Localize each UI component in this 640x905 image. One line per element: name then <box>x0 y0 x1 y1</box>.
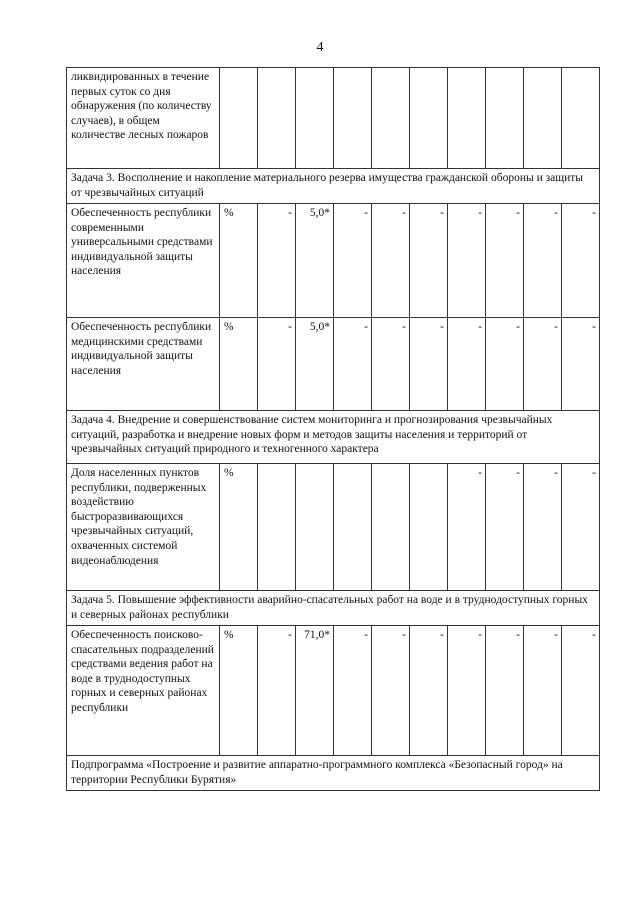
value-cell: - <box>372 204 410 318</box>
task-heading: Задача 3. Восполнение и накопление материального резерва имущества гражданской обороны и защиты от чрезвычайных ситуаций <box>67 169 600 204</box>
indicators-table <box>66 67 600 791</box>
task-heading: Задача 4. Внедрение и совершенствование систем мониторинга и прогнозирования чрезвычайных ситуаций, разработка и внедрение новых форм и методов защиты населения и территорий от чрезвычайных ситуаций природного и техногенного характера <box>67 411 600 464</box>
table-cell <box>296 68 334 169</box>
value-cell: - <box>524 204 562 318</box>
unit-cell: % <box>220 318 258 411</box>
value-cell: - <box>334 318 372 411</box>
value-cell: 5,0* <box>296 318 334 411</box>
table-cell <box>448 68 486 169</box>
value-cell <box>410 464 448 591</box>
page-number: 4 <box>316 40 324 55</box>
indicator-name: Обеспеченность поисково-спасательных подразделений средствами ведения работ на воде в труднодоступных горных и северных районах республики <box>67 626 220 756</box>
value-cell: - <box>258 204 296 318</box>
indicator-name: Доля населенных пунктов республики, подверженных воздействию быстроразвивающихся чрезвычайных ситуаций, охваченных системой видеонаблюдения <box>67 464 220 591</box>
value-cell <box>334 464 372 591</box>
value-cell: - <box>334 626 372 756</box>
subprogram-row <box>67 756 600 791</box>
table-cell <box>372 68 410 169</box>
value-cell: - <box>562 204 600 318</box>
table-cell <box>334 68 372 169</box>
value-cell: - <box>448 204 486 318</box>
table-row <box>67 318 600 411</box>
subprogram-heading: Подпрограмма «Построение и развитие аппаратно-программного комплекса «Безопасный город» на территории Республики Бурятия» <box>67 756 600 791</box>
value-cell: - <box>524 464 562 591</box>
value-cell: - <box>410 318 448 411</box>
value-cell <box>372 464 410 591</box>
indicator-name: Обеспеченность республики медицинскими средствами индивидуальной защиты населения <box>67 318 220 411</box>
value-cell: - <box>562 626 600 756</box>
value-cell: - <box>410 204 448 318</box>
table-row <box>67 204 600 318</box>
value-cell: - <box>372 318 410 411</box>
value-cell: - <box>562 318 600 411</box>
table-cell <box>220 68 258 169</box>
table-cell <box>524 68 562 169</box>
value-cell: - <box>562 464 600 591</box>
task-heading: Задача 5. Повышение эффективности аварийно-спасательных работ на воде и в труднодоступных горных и северных районах республики <box>67 591 600 626</box>
task-row <box>67 411 600 464</box>
task-row <box>67 169 600 204</box>
value-cell <box>258 464 296 591</box>
unit-cell: % <box>220 464 258 591</box>
value-cell: - <box>486 626 524 756</box>
task-row <box>67 591 600 626</box>
table-cell <box>410 68 448 169</box>
value-cell: - <box>258 318 296 411</box>
value-cell: - <box>486 464 524 591</box>
table-cell <box>486 68 524 169</box>
value-cell <box>296 464 334 591</box>
value-cell: 71,0* <box>296 626 334 756</box>
table-row <box>67 68 600 169</box>
value-cell: - <box>448 626 486 756</box>
value-cell: - <box>334 204 372 318</box>
indicator-name: ликвидированных в течение первых суток со дня обнаружения (по количеству случаев), в общем количестве лесных пожаров <box>67 68 220 169</box>
value-cell: 5,0* <box>296 204 334 318</box>
value-cell: - <box>258 626 296 756</box>
table-row <box>67 464 600 591</box>
unit-cell: % <box>220 204 258 318</box>
value-cell: - <box>486 318 524 411</box>
table-row <box>67 626 600 756</box>
value-cell: - <box>524 626 562 756</box>
table-cell <box>258 68 296 169</box>
value-cell: - <box>372 626 410 756</box>
indicator-name: Обеспеченность республики современными универсальными средствами индивидуальной защиты населения <box>67 204 220 318</box>
table-cell <box>562 68 600 169</box>
value-cell: - <box>410 626 448 756</box>
value-cell: - <box>486 204 524 318</box>
value-cell: - <box>524 318 562 411</box>
value-cell: - <box>448 464 486 591</box>
unit-cell: % <box>220 626 258 756</box>
value-cell: - <box>448 318 486 411</box>
